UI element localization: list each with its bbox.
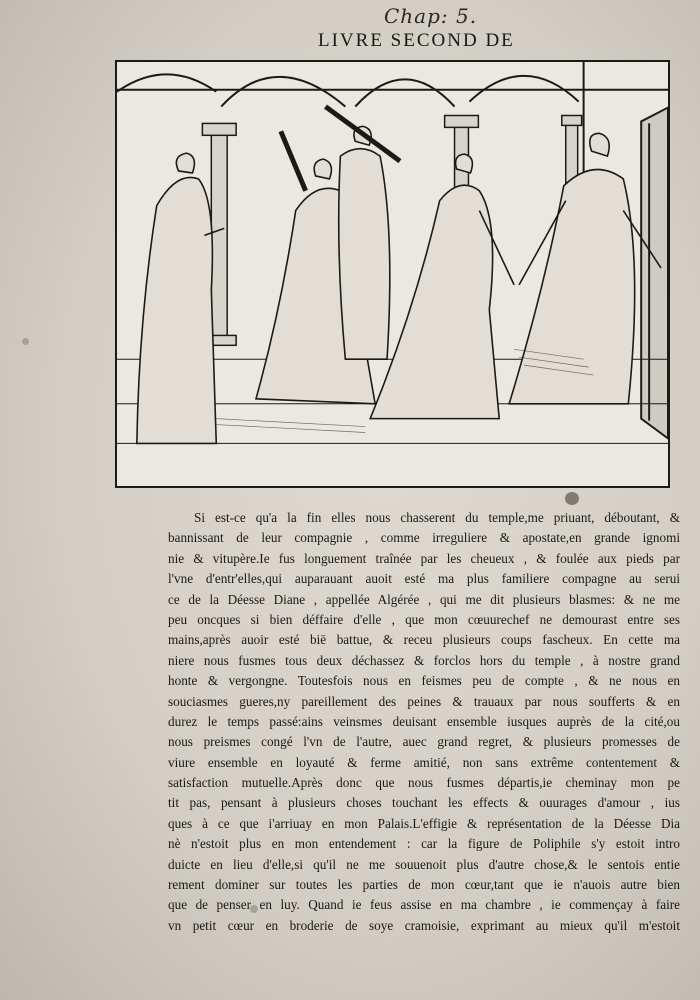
text-line: nè n'estoit plus en mon entendement : car la figure de Poliphile s'y estoit intro <box>168 836 680 852</box>
text-line: nous preismes congé l'vn de l'autre, auec grand regret, & plusieurs promesses de <box>168 734 680 750</box>
ink-stain <box>22 338 29 345</box>
woodcut-illustration <box>115 60 670 488</box>
text-line: duicte en lieu d'elle,si qu'il ne me souuenoit plus d'autre chose,& le sentois entie <box>168 856 680 872</box>
text-line: Si est-ce qu'a la fin elles nous chasserent du temple,me priuant, déboutant, & <box>194 510 680 525</box>
text-line: souciasmes gueres,ny pareillement des peines & trauaux par nous soufferts & en <box>168 693 680 709</box>
text-line: peu oncques si bien déffaire d'elle , que mon cœuurechef ne demourast entre ses <box>168 611 680 627</box>
handwritten-chapter-note: Chap: 5. <box>384 4 478 28</box>
text-line: ce de la Déesse Diane , appellée Algérée , qui me dit plusieurs blasmes: & ne me <box>168 591 680 607</box>
text-line: ques à ce que i'arriuay en mon Palais.L'effigie & représentation de la Déesse Dia <box>168 815 680 831</box>
body-text <box>168 508 680 936</box>
text-line: rement dominer sur toutes les parties de mon cœur,tant que ie n'auois autre bien <box>168 877 680 893</box>
text-line: que de penser en luy. Quand ie feus assise en ma chambre , ie commençay à faire <box>168 897 680 913</box>
text-line: satisfaction mutuelle.Après donc que nous fusmes départis,ie cheminay mon pe <box>168 775 680 791</box>
text-line: viure ensemble en loyauté & ferme amitié, non sans extrême contentement & <box>168 754 680 770</box>
text-line: durez le temps passé:ains veinsmes deuisant ensemble iusques auprès de la cité,ou <box>168 713 680 729</box>
text-line: vn petit cœur en broderie de soye cramoisie, exprimant au mieux qu'il m'estoit <box>168 917 680 933</box>
text-line: honte & vergongne. Toutesfois nous en feismes peu de compte , & ne nous en <box>168 673 680 689</box>
woodcut-scene <box>117 62 668 486</box>
text-line: bannissant de leur compagnie , comme irreguliere & apostate,en grande ignomi <box>168 530 680 546</box>
text-line: tit pas, pensant à plusieurs choses touchant les effects & ouurages d'amour , ius <box>168 795 680 811</box>
text-line: niere nous fusmes tous deux déchassez & forclos hors du temple , à nostre grand <box>168 652 680 668</box>
columns <box>202 115 581 345</box>
text-line: mains,après auoir esté biē battue, & receu plusieurs coups fascheux. En cette ma <box>168 632 680 648</box>
doorway <box>641 108 668 439</box>
text-line: nie & vitupère.Ie fus longuement traînée par les cheueux , & foulée aux pieds par <box>168 550 680 566</box>
ink-stain <box>565 492 579 505</box>
text-line: l'vne d'entr'elles,qui auparauant auoit esté ma plus familiere compagne au serui <box>168 571 680 587</box>
running-head: LIVRE SECOND DE <box>318 30 515 51</box>
